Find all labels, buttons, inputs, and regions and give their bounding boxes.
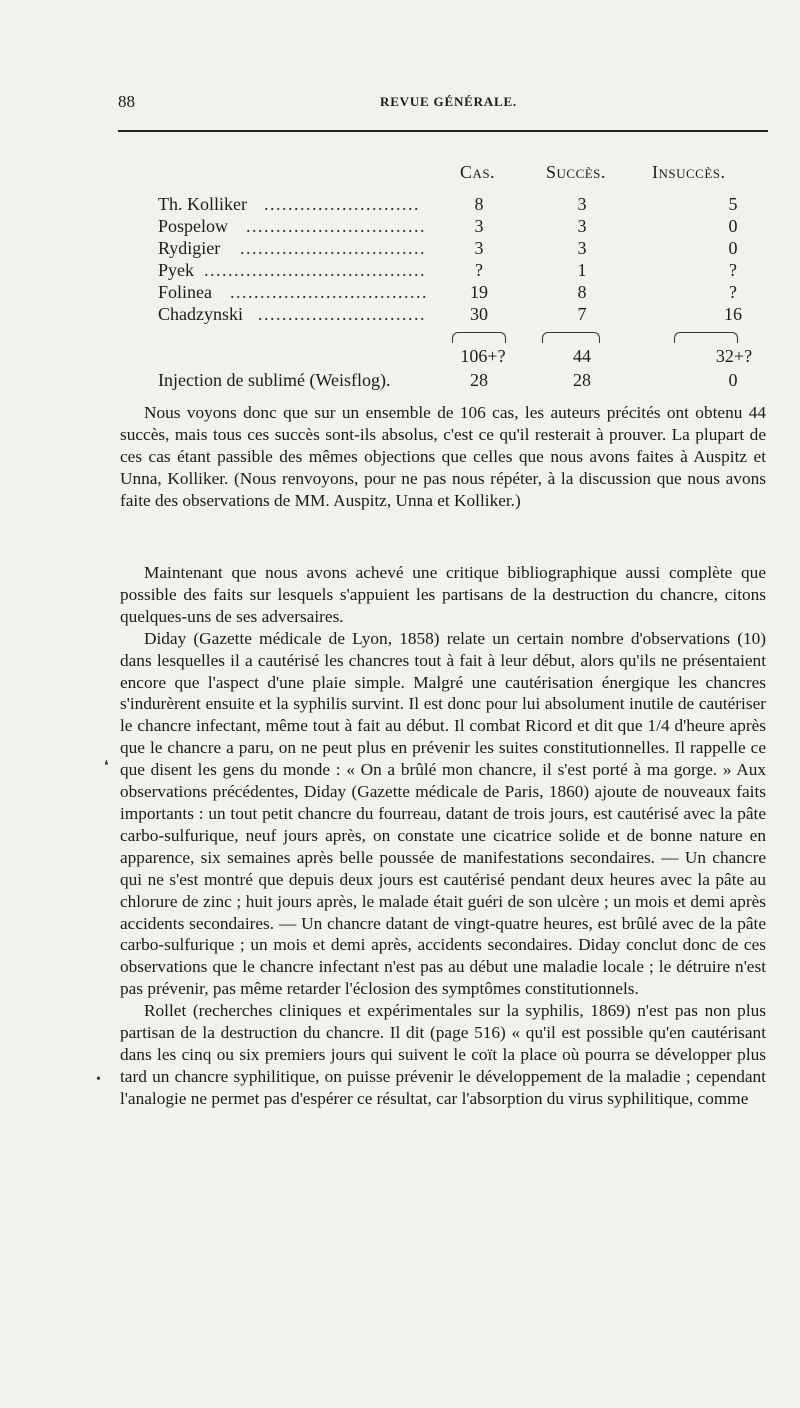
dot-leader: .....................................: [204, 260, 426, 280]
cell-succes: 3: [577, 194, 587, 214]
cell-succes: 1: [577, 260, 587, 280]
cell-cas: 8: [474, 194, 484, 214]
total-cas: 106+?: [460, 346, 506, 366]
running-title: REVUE GÉNÉRALE.: [380, 94, 517, 109]
dot-leader: ..........................: [264, 194, 420, 214]
margin-mark: •: [96, 1072, 101, 1087]
table-row: [158, 370, 762, 392]
column-header-cas: Cas.: [460, 162, 496, 182]
table-row: [158, 194, 762, 216]
paragraph: Diday (Gazette médicale de Lyon, 1858) relate un certain nombre d'observations (10) dans lesquelles il a cautérisé les chancres tout à fait à leur début, alors qu'ils ne présentaient encore que l'aspect d'une plaie simple. Malgré une cautérisation énergique les chancres s'indurèrent ensuite et la syphilis survint. Il est donc pour lui absolument inutile de cautériser le chancre infectant, même tout à fait au début. Il combat Ricord et dit que 1/4 d'heure après que le chancre a paru, on ne peut plus en prévenir les suites constitutionnelles. Il rappelle ce que disent les gens du monde : « On a brûlé mon chancre, il s'est porté à ma gorge. » Aux observations précédentes, Diday (Gazette médicale de Paris, 1860) ajoute de nouveaux faits importants : un tout petit chancre du fourreau, datant de trois jours, est cautérisé avec la pâte carbo-sulfurique, neuf jours après, on constate une cicatrice solide et de bonne nature en apparence, six semaines après belle poussée de manifestations secondaires. — Un chancre qui ne s'est montré que depuis deux jours est cautérisé pendant deux heures avec la pâte au chlorure de zinc ; huit jours après, le malade était guéri de son ulcère ; un mois et demi après accidents secondaires. — Un chancre datant de vingt-quatre heures, est brûlé avec de la pâte carbo-sulfurique ; un mois et demi après, accidents secondaires. Diday conclut donc de ces observations que le chancre infectant n'est pas au début une maladie locale ; le détruire n'est pas prévenir, pas même retarder l'éclosion des symptômes constitutionnels.: [120, 628, 766, 999]
sum-brace-succes: [542, 332, 600, 343]
margin-mark: ❛: [104, 759, 109, 774]
table-row: [158, 238, 762, 260]
cell-cas: ?: [475, 260, 483, 280]
paragraph: Rollet (recherches cliniques et expérimentales sur la syphilis, 1869) n'est pas non plus partisan de la destruction du chancre. Il dit (page 516) « qu'il est possible qu'en cautérisant dans les cinq ou six premiers jours qui suivent le coït la place où pourra se développer plus tard un chancre syphilitique, on puisse prévenir le développement de la maladie ; cependant l'analogie ne permet pas d'espérer ce résultat, car l'absorption du virus syphilitique, comme: [120, 1001, 766, 1108]
sum-brace-cas: [452, 332, 506, 343]
table-row: [158, 282, 762, 304]
dot-leader: ..............................: [246, 216, 426, 236]
cell-succes: 3: [577, 216, 587, 236]
sum-brace-insucces: [674, 332, 738, 343]
page-number: 88: [118, 92, 135, 111]
row-name: Rydigier: [158, 238, 221, 258]
table-row: [158, 260, 762, 282]
column-header-insucces: Insuccès.: [652, 162, 726, 182]
cell-insucces: 0: [728, 238, 738, 258]
total-insucces: 32+?: [715, 346, 753, 366]
row-name: Chadzynski: [158, 304, 243, 324]
row-name: Injection de sublimé (Weisflog).: [158, 370, 391, 390]
dot-leader: ............................: [258, 304, 426, 324]
column-header-succes: Succès.: [546, 162, 606, 182]
cell-cas: 3: [474, 238, 484, 258]
cell-insucces: 5: [728, 194, 738, 214]
totals-row: [158, 346, 762, 368]
cell-succes: 3: [577, 238, 587, 258]
row-name: Th. Kolliker: [158, 194, 247, 214]
table-row: [158, 216, 762, 238]
dot-leader: .................................: [230, 282, 428, 302]
row-name: Pyek: [158, 260, 194, 280]
body-text-top: [120, 402, 766, 512]
paragraph: Nous voyons donc que sur un ensemble de 106 cas, les auteurs précités ont obtenu 44 succès, mais tous ces succès sont-ils absolus, c'est ce qu'il resterait à prouver. La plupart de ces cas étant passible des mêmes objections que celles que nous avons faites à Auspitz et Unna, Kolliker. (Nous renvoyons, pour ne pas nous répéter, à la discussion que nous avons faite des observations de MM. Auspitz, Unna et Kolliker.): [120, 403, 766, 510]
row-name: Pospelow: [158, 216, 229, 236]
cell-insucces: ?: [729, 260, 737, 280]
cell-cas: 28: [470, 370, 488, 390]
cell-cas: 3: [474, 216, 484, 236]
cell-insucces: 16: [724, 304, 742, 324]
cell-cas: 19: [470, 282, 488, 302]
total-succes: 44: [573, 346, 591, 366]
cell-insucces: 0: [728, 216, 738, 236]
cell-succes: 8: [577, 282, 587, 302]
body-text-main: [120, 562, 766, 1110]
dot-leader: ...............................: [240, 238, 426, 258]
table-row: [158, 304, 762, 326]
header-rule: [118, 130, 768, 132]
cell-cas: 30: [470, 304, 488, 324]
paragraph: Maintenant que nous avons achevé une critique bibliographique aussi complète que possible des faits sur lesquels s'appuient les partisans de la destruction du chancre, citons quelques-uns de ses adversaires.: [120, 563, 766, 626]
cell-insucces: ?: [729, 282, 737, 302]
row-name: Folinea: [158, 282, 212, 302]
cell-succes: 28: [573, 370, 591, 390]
cell-insucces: 0: [728, 370, 738, 390]
page-header: [118, 92, 768, 114]
cell-succes: 7: [577, 304, 587, 324]
